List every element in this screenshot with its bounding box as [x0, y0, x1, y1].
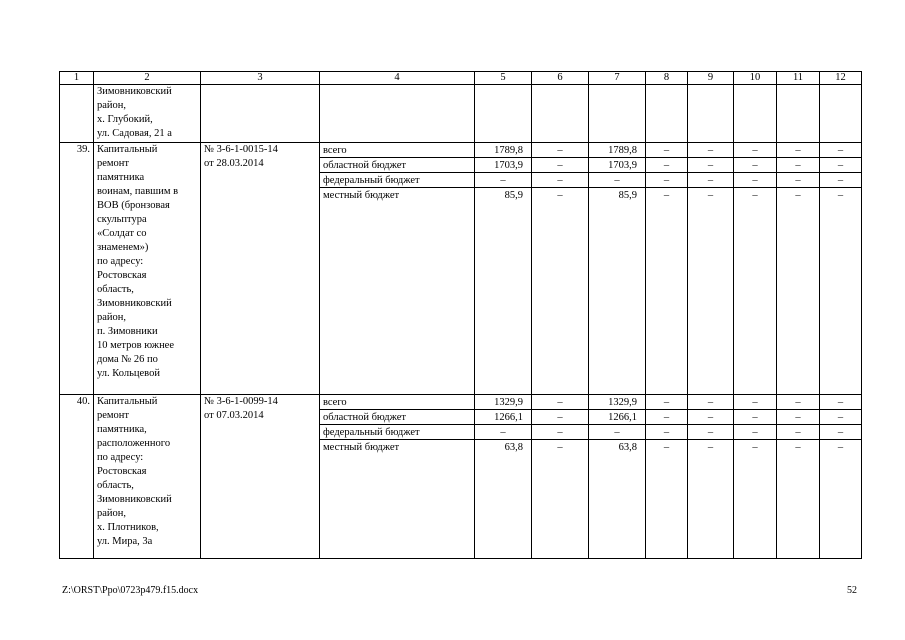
- value: –: [820, 395, 861, 410]
- value-cell-col6: [532, 143, 589, 395]
- value: 1329,9: [589, 395, 645, 410]
- header-cell: 12: [820, 72, 862, 85]
- value: –: [646, 425, 687, 440]
- text-line: ул. Кольцевой: [97, 368, 160, 379]
- footer-file-path: Z:\ORST\Ppo\0723p479.f15.docx: [62, 585, 199, 596]
- value: –: [820, 410, 861, 425]
- value: 63,8: [504, 442, 523, 453]
- budget-label: местный бюджет: [323, 190, 400, 201]
- text-line: по адресу:: [97, 452, 144, 463]
- table-row: [60, 143, 862, 395]
- header-cell: 3: [201, 72, 320, 85]
- value: –: [475, 173, 531, 188]
- value: –: [734, 395, 776, 410]
- value: –: [820, 173, 861, 188]
- value: –: [820, 425, 861, 440]
- value-cell-col5: [475, 395, 532, 559]
- value: –: [752, 442, 758, 453]
- text-line: область,: [97, 284, 134, 295]
- header-cell: 2: [94, 72, 201, 85]
- text-line: № 3-6-1-0015-14: [204, 144, 278, 155]
- value: –: [688, 158, 733, 173]
- value: 1703,9: [475, 158, 531, 173]
- value-cell-col11: [777, 143, 820, 395]
- value: 85,9: [618, 190, 637, 201]
- value: –: [820, 143, 861, 158]
- text-line: Зимовниковский: [97, 298, 172, 309]
- value: 1789,8: [589, 143, 645, 158]
- text-line: по адресу:: [97, 256, 144, 267]
- text-line: х. Глубокий,: [97, 114, 153, 125]
- value: 63,8: [618, 442, 637, 453]
- budget-label: областной бюджет: [320, 410, 474, 425]
- table-row: [60, 395, 862, 559]
- header-cell: 1: [60, 72, 94, 85]
- value: –: [589, 173, 645, 188]
- value: –: [688, 425, 733, 440]
- value-cell-col7: [589, 395, 646, 559]
- value: –: [646, 173, 687, 188]
- value: 1266,1: [475, 410, 531, 425]
- budget-label: областной бюджет: [320, 158, 474, 173]
- value: –: [663, 442, 670, 453]
- value: –: [475, 425, 531, 440]
- text-line: область,: [97, 480, 134, 491]
- text-line: скульптура: [97, 214, 147, 225]
- budget-label: всего: [320, 143, 474, 158]
- header-cell: 6: [532, 72, 589, 85]
- row-number-cell: 39.: [60, 143, 94, 395]
- header-cell: 7: [589, 72, 646, 85]
- text-line: район,: [97, 100, 127, 111]
- value: –: [688, 395, 733, 410]
- page-number: 52: [847, 585, 857, 596]
- header-cell: 9: [688, 72, 734, 85]
- text-line: № 3-6-1-0099-14: [204, 396, 278, 407]
- value-cell-col10: [734, 395, 777, 559]
- value: –: [663, 190, 670, 201]
- header-cell: 11: [777, 72, 820, 85]
- value: –: [532, 410, 588, 425]
- value: –: [820, 158, 861, 173]
- text-line: «Солдат со: [97, 228, 147, 239]
- value: –: [707, 190, 714, 201]
- row-number-cell: 40.: [60, 395, 94, 559]
- value: –: [557, 190, 563, 201]
- value: –: [734, 410, 776, 425]
- budget-source-cell: [320, 395, 475, 559]
- text-line: памятника: [97, 172, 145, 183]
- budget-source-cell: [320, 143, 475, 395]
- value: –: [532, 158, 588, 173]
- text-line: от 28.03.2014: [204, 158, 264, 169]
- header-cell: 4: [320, 72, 475, 85]
- value: 1266,1: [589, 410, 645, 425]
- value-cell-col8: [646, 143, 688, 395]
- value: –: [532, 425, 588, 440]
- text-line: п. Зимовники: [97, 326, 158, 337]
- text-line: Капитальный: [97, 396, 158, 407]
- value: –: [777, 410, 819, 425]
- text-line: знаменем»): [97, 242, 149, 253]
- value: –: [795, 190, 801, 201]
- text-line: Ростовская: [97, 466, 147, 477]
- text-line: расположенного: [97, 438, 171, 449]
- continuation-row: [60, 85, 862, 143]
- description-cell: [94, 85, 201, 143]
- description-cell: [94, 143, 201, 395]
- value: 1329,9: [475, 395, 531, 410]
- text-line: памятника,: [97, 424, 147, 435]
- value-cell-col9: [688, 143, 734, 395]
- value-cell-col5: [475, 143, 532, 395]
- value: –: [734, 425, 776, 440]
- value: –: [688, 410, 733, 425]
- text-line: район,: [97, 508, 127, 519]
- value: 85,9: [504, 190, 523, 201]
- value: –: [777, 395, 819, 410]
- value: –: [777, 425, 819, 440]
- value: –: [532, 395, 588, 410]
- value: –: [734, 173, 776, 188]
- value: –: [777, 143, 819, 158]
- text-line: ул. Садовая, 21 а: [97, 128, 172, 139]
- value: –: [837, 190, 844, 201]
- text-line: район,: [97, 312, 127, 323]
- value: –: [734, 158, 776, 173]
- value: –: [777, 173, 819, 188]
- value: –: [557, 442, 563, 453]
- value: –: [707, 442, 714, 453]
- value-cell-col6: [532, 395, 589, 559]
- text-line: воинам, павшим в: [97, 186, 179, 197]
- header-row: [60, 72, 862, 85]
- value: 1703,9: [589, 158, 645, 173]
- text-line: Капитальный: [97, 144, 158, 155]
- value: –: [752, 190, 758, 201]
- budget-label: федеральный бюджет: [320, 173, 474, 188]
- budget-label: всего: [320, 395, 474, 410]
- value: –: [589, 425, 645, 440]
- text-line: ремонт: [97, 158, 130, 169]
- value: –: [532, 173, 588, 188]
- value-cell-col7: [589, 143, 646, 395]
- text-line: Ростовская: [97, 270, 147, 281]
- text-line: дома № 26 по: [97, 354, 158, 365]
- budget-label: федеральный бюджет: [320, 425, 474, 440]
- header-cell: 8: [646, 72, 688, 85]
- description-cell: [94, 395, 201, 559]
- value: –: [688, 173, 733, 188]
- value-cell-col12: [820, 143, 862, 395]
- text-line: от 07.03.2014: [204, 410, 264, 421]
- text-line: ул. Мира, 3а: [97, 536, 153, 547]
- text-line: Зимовниковский: [97, 86, 172, 97]
- text-line: х. Плотников,: [97, 522, 159, 533]
- value: –: [646, 395, 687, 410]
- row-number-cell: [60, 85, 94, 143]
- header-cell: 10: [734, 72, 777, 85]
- value: 1789,8: [475, 143, 531, 158]
- document-cell: [201, 143, 320, 395]
- text-line: Зимовниковский: [97, 494, 172, 505]
- text-line: ремонт: [97, 410, 130, 421]
- value-cell-col10: [734, 143, 777, 395]
- value: –: [646, 410, 687, 425]
- value: –: [795, 442, 801, 453]
- text-line: ВОВ (бронзовая: [97, 200, 170, 211]
- value: –: [532, 143, 588, 158]
- value: –: [734, 143, 776, 158]
- budget-table: [59, 71, 862, 559]
- value-cell-col8: [646, 395, 688, 559]
- value: –: [646, 143, 687, 158]
- header-cell: 5: [475, 72, 532, 85]
- value-cell-col11: [777, 395, 820, 559]
- value-cell-col12: [820, 395, 862, 559]
- value: –: [688, 143, 733, 158]
- document-cell: [201, 395, 320, 559]
- value: –: [837, 442, 844, 453]
- text-line: 10 метров южнее: [97, 340, 175, 351]
- value: –: [646, 158, 687, 173]
- budget-label: местный бюджет: [323, 442, 400, 453]
- value: –: [777, 158, 819, 173]
- value-cell-col9: [688, 395, 734, 559]
